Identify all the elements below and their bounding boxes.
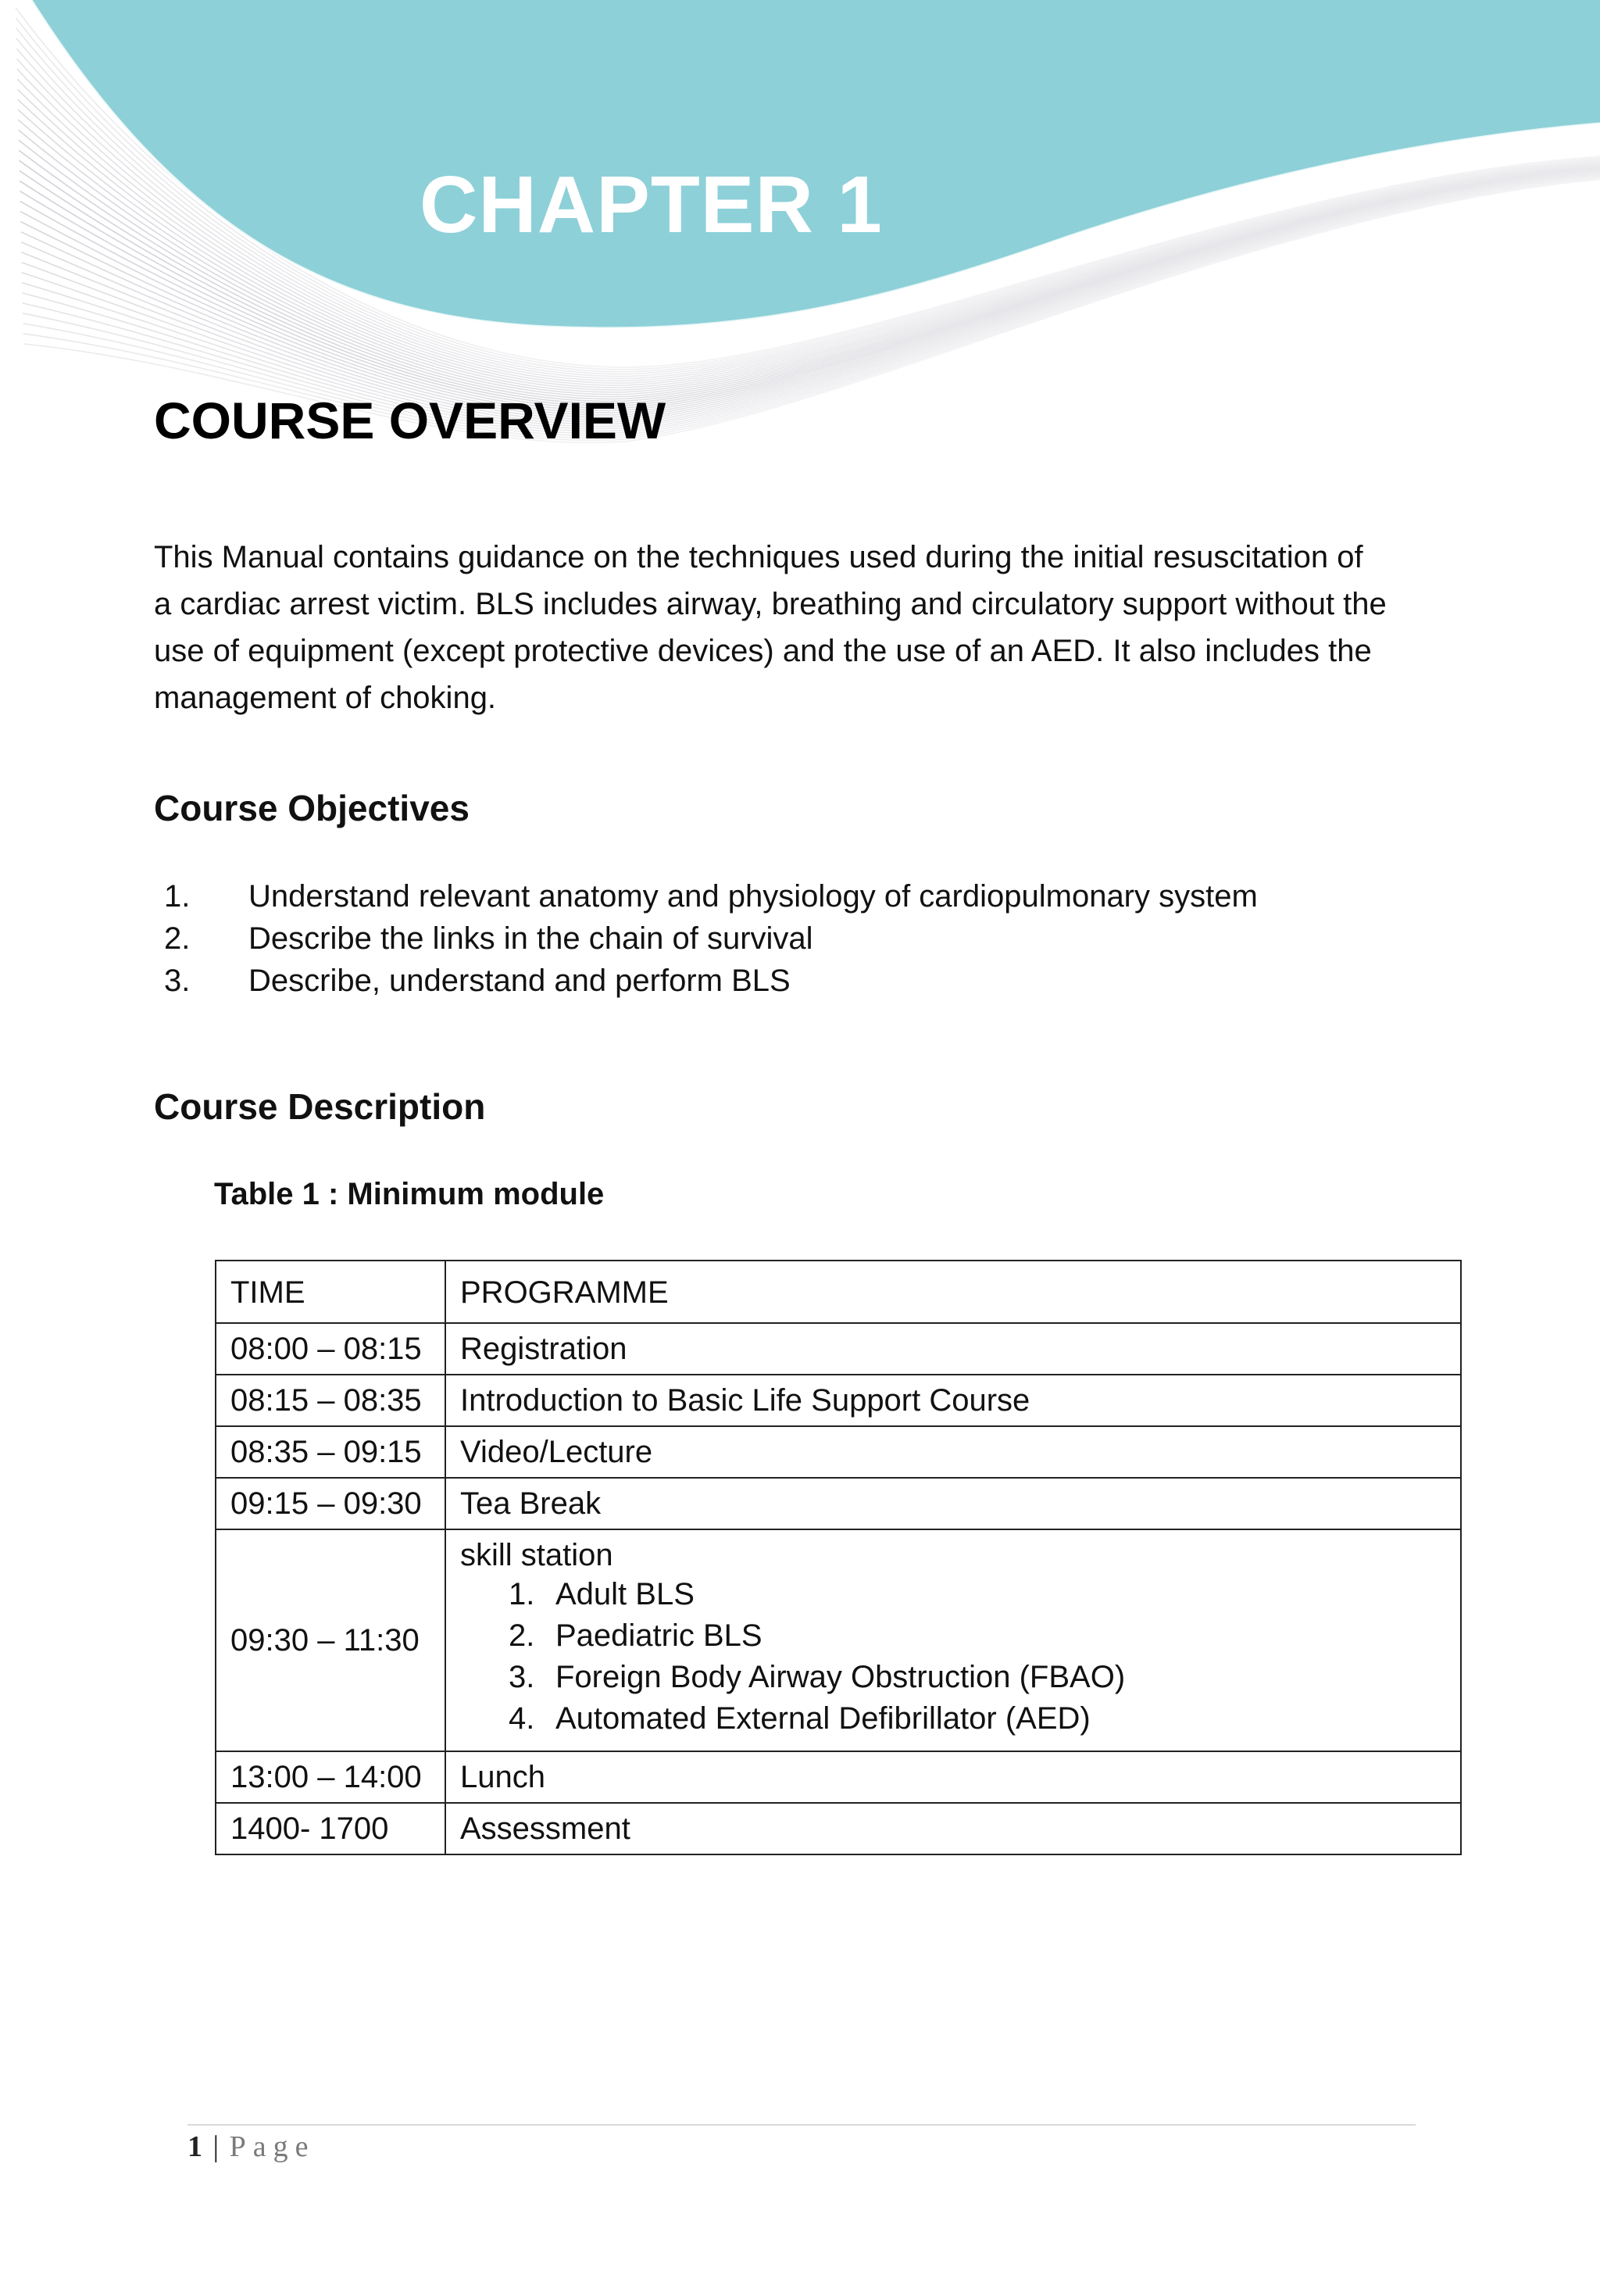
table-row (216, 1803, 1461, 1854)
skill-number: 2. (509, 1618, 535, 1653)
skill-item (460, 1657, 1446, 1698)
objective-number: 1. (164, 879, 191, 914)
skill-number: 3. (509, 1660, 535, 1694)
intro-paragraph (154, 534, 1388, 721)
objectives-heading: Course Objectives (154, 788, 470, 828)
time-cell: 1400- 1700 (216, 1803, 445, 1854)
objective-number: 3. (164, 964, 191, 998)
time-cell: 09:30 – 11:30 (216, 1529, 445, 1751)
intro-line: a cardiac arrest victim. BLS includes airway, breathing and circulatory support without the (154, 587, 1387, 621)
description-heading: Course Description (154, 1086, 486, 1127)
header-programme: PROGRAMME (445, 1261, 1461, 1323)
programme-cell: Introduction to Basic Life Support Course (445, 1375, 1461, 1426)
time-cell: 08:15 – 08:35 (216, 1375, 445, 1426)
skill-item (460, 1698, 1446, 1740)
programme-cell: Assessment (445, 1803, 1461, 1854)
programme-cell: Video/Lecture (445, 1426, 1461, 1478)
table-row (216, 1478, 1461, 1529)
time-cell: 13:00 – 14:00 (216, 1751, 445, 1803)
schedule-table (215, 1260, 1462, 1855)
programme-text: skill station (460, 1538, 613, 1572)
chapter-banner (0, 0, 1600, 547)
intro-line: management of choking. (154, 681, 497, 715)
skill-text: Automated External Defibrillator (AED) (555, 1701, 1091, 1736)
time-cell: 08:00 – 08:15 (216, 1323, 445, 1375)
objective-text: Understand relevant anatomy and physiology of cardiopulmonary system (248, 879, 1258, 914)
table-row (216, 1529, 1461, 1751)
time-cell: 09:15 – 09:30 (216, 1478, 445, 1529)
section-title: COURSE OVERVIEW (154, 392, 666, 449)
skill-text: Foreign Body Airway Obstruction (FBAO) (555, 1660, 1126, 1694)
page-number: 1 (188, 2130, 202, 2163)
skill-station-list (460, 1574, 1446, 1744)
chapter-title: CHAPTER 1 (420, 159, 883, 249)
programme-cell: Registration (445, 1323, 1461, 1375)
objective-item (164, 960, 1258, 1002)
objective-item (164, 917, 1258, 960)
objective-text: Describe, understand and perform BLS (248, 964, 791, 998)
skill-item (460, 1615, 1446, 1657)
objective-text: Describe the links in the chain of survival (248, 921, 813, 956)
time-cell: 08:35 – 09:15 (216, 1426, 445, 1478)
skill-text: Paediatric BLS (555, 1618, 762, 1653)
objectives-list (164, 875, 1258, 1002)
footer-separator: | (212, 2130, 220, 2163)
objective-item (164, 875, 1258, 917)
programme-cell: Tea Break (445, 1478, 1461, 1529)
table-caption: Table 1 : Minimum module (214, 1177, 605, 1211)
page-label: Page (229, 2130, 316, 2163)
table-row (216, 1375, 1461, 1426)
objective-number: 2. (164, 921, 191, 956)
page-footer (188, 2132, 315, 2162)
table-row (216, 1426, 1461, 1478)
skill-number: 4. (509, 1701, 535, 1736)
skill-number: 1. (509, 1577, 535, 1611)
skill-text: Adult BLS (555, 1577, 695, 1611)
programme-cell (445, 1529, 1461, 1751)
table-header-row (216, 1261, 1461, 1323)
intro-line: use of equipment (except protective devices) and the use of an AED. It also includes the (154, 634, 1372, 668)
footer-divider (188, 2124, 1416, 2126)
intro-line: This Manual contains guidance on the techniques used during the initial resuscitation of (154, 540, 1363, 574)
skill-item (460, 1574, 1446, 1615)
programme-cell: Lunch (445, 1751, 1461, 1803)
table-row (216, 1323, 1461, 1375)
table-row (216, 1751, 1461, 1803)
header-time: TIME (216, 1261, 445, 1323)
